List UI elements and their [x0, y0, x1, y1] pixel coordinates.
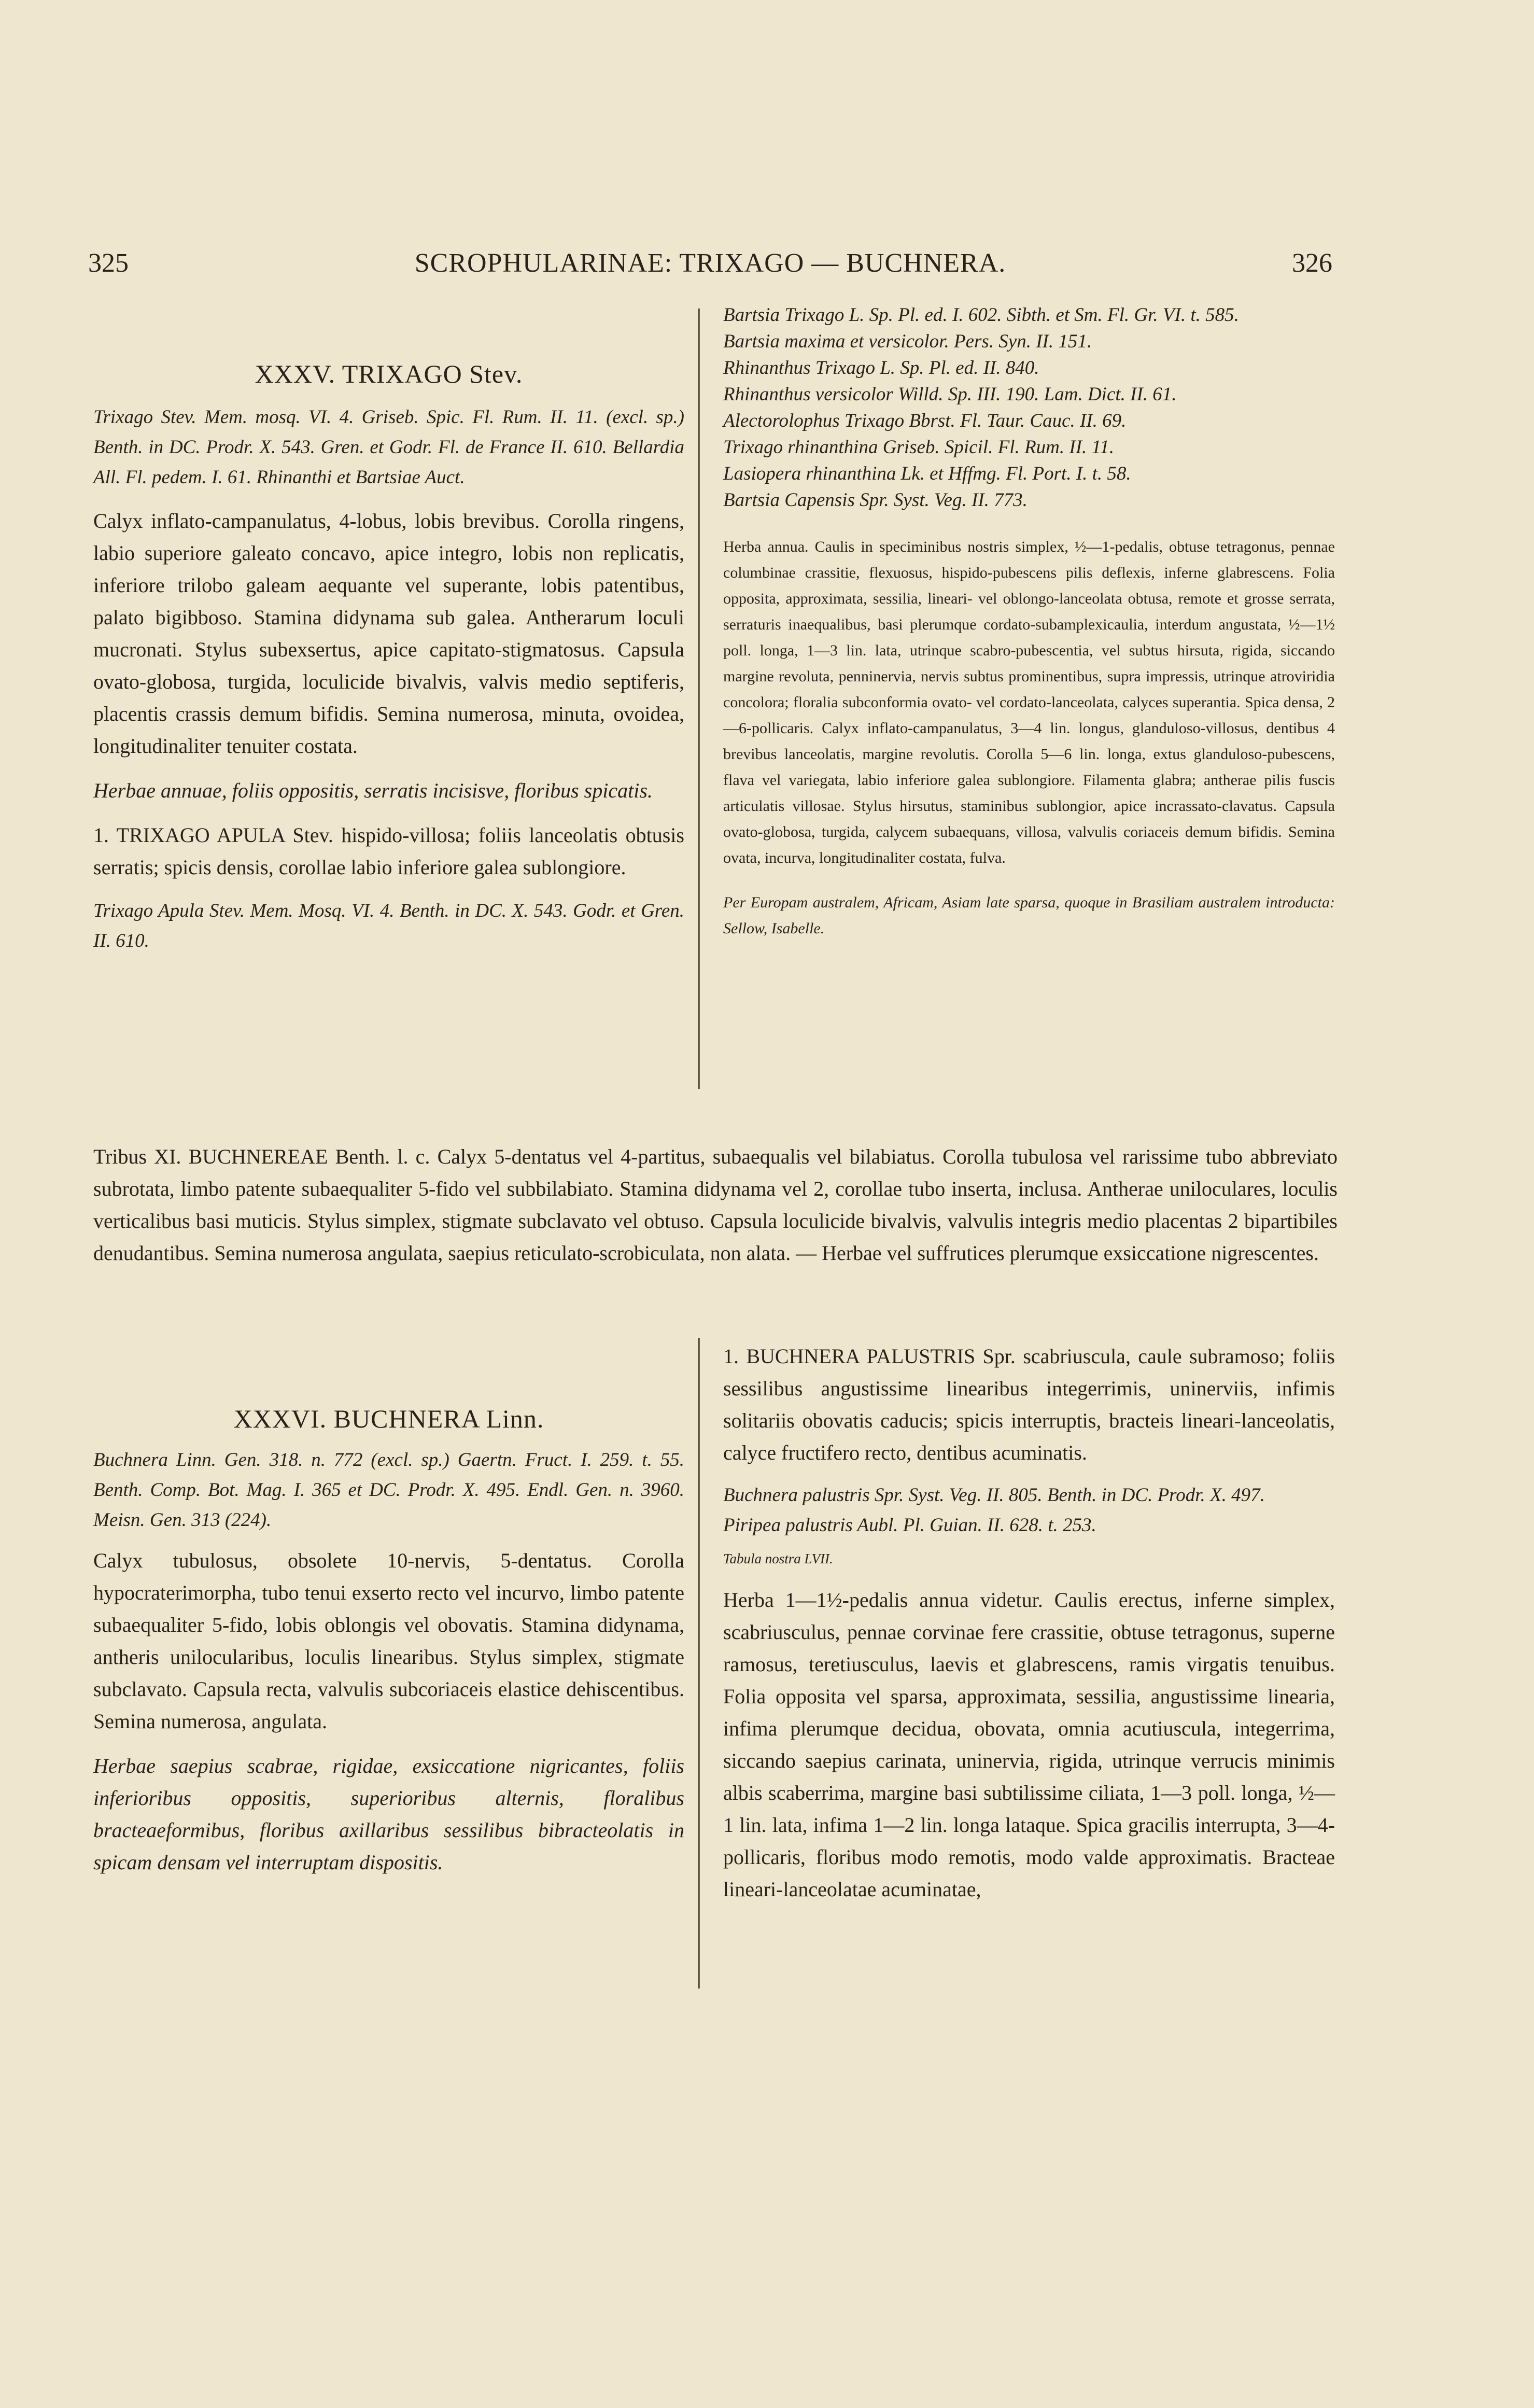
tribe-description: Tribus XI. BUCHNEREAE Benth. l. c. Calyx 5-dentatus vel 4-partitus, subaequalis vel bilabiatus. Corolla tubulosa vel rarissime tubo abbreviato subrotata, limbo patente subaequaliter 5-fido vel subbilabiato. Stamina didynama vel 2, corollae tubo inserta, inclusa. Antherae uniloculares, loculis verticalibus basi muticis. Stylus simplex, stigmate subclavato vel obtuso. Capsula loculicide bivalvis, valvulis integris medio placentas 2 bipartibiles denudantibus. Semina numerosa angulata, saepius reticulato-scrobiculata, non alata. — Herbae vel suffrutices plerumque exsiccatione nigrescentes.: [93, 1145, 1338, 1265]
running-title: SCROPHULARINAE: TRIXAGO — BUCHNERA.: [414, 248, 1006, 278]
species-diagnosis: 1. TRIXAGO APULA Stev. hispido-villosa; foliis lanceolatis obtusis serratis; spicis densis, corollae labio inferiore galea sublongiore.: [93, 823, 684, 879]
synonym-line: Alectorolophus Trixago Bbrst. Fl. Taur. Cauc. II. 69.: [723, 410, 1127, 431]
page-number-right: 326: [1292, 248, 1332, 278]
genus-title: XXXVI. BUCHNERA Linn.: [233, 1404, 544, 1433]
genus-synonymy: Buchnera Linn. Gen. 318. n. 772 (excl. sp.) Gaertn. Fruct. I. 259. t. 55. Benth. Comp. Bot. Mag. I. 365 et DC. Prodr. X. 495. Endl. Gen. n. 3960. Meisn. Gen. 313 (224).: [93, 1449, 684, 1531]
genus-description: Calyx inflato-campanulatus, 4-lobus, lobis brevibus. Corolla ringens, labio superiore galeato concavo, apice integro, lobis non replicatis, inferiore trilobo galeam aequante vel superante, lobis patentibus, palato bigibboso. Stamina didynama sub galea. Antherarum loculi mucronati. Stylus subexsertus, apice capitato-stigmatosus. Capsula ovato-globosa, turgida, loculicide bivalvis, valvis medio septiferis, placentis crassis demum bifidis. Semina numerosa, minuta, ovoidea, longitudinaliter tenuiter costata.: [93, 509, 684, 758]
column-rule-bottom: [698, 1338, 700, 1989]
genus-habit: Herbae annuae, foliis oppositis, serratis incisisve, floribus spicatis.: [93, 779, 653, 802]
species-reference: Piripea palustris Aubl. Pl. Guian. II. 628. t. 253.: [723, 1515, 1096, 1536]
synonym-line: Bartsia Trixago L. Sp. Pl. ed. I. 602. Sibth. et Sm. Fl. Gr. VI. t. 585.: [723, 304, 1239, 326]
tribe-section: [93, 1141, 1338, 1269]
species-references: Trixago Apula Stev. Mem. Mosq. VI. 4. Benth. in DC. X. 543. Godr. et Gren. II. 610.: [93, 900, 684, 951]
synonym-line: Rhinanthus versicolor Willd. Sp. III. 190. Lam. Dict. II. 61.: [723, 384, 1177, 405]
species-description: Herba annua. Caulis in speciminibus nostris simplex, ½—1-pedalis, obtuse tetragonus, pennae columbinae crassitie, flexuosus, hispido-pubescens pilis deflexis, inferne glabrescens. Folia opposita, approximata, sessilia, lineari- vel oblongo-lanceolata obtusa, remote et grosse serrata, serraturis inaequalibus, basi plerumque cordato-subamplexicaulia, interdum angustata, ½—1½ poll. longa, 1—3 lin. lata, utrinque scabro-pubescentia, vel subtus hirsuta, rigida, siccando margine revoluta, penninervia, nervis subtus prominentibus, supra impressis, utrinque atroviridia concolora; floralia subconformia ovato- vel cordato-lanceolata, calyces superantia. Spica densa, 2—6-pollicaris. Calyx inflato-campanulatus, 3—4 lin. longus, glanduloso-villosus, dentibus 4 brevibus lanceolatis, margine revolutis. Corolla 5—6 lin. longa, extus glanduloso-pubescens, flava vel variegata, labio inferiore galea sublongiore. Filamenta glabra; antherae pilis fuscis articulatis villosae. Stylus hirsutus, staminibus sublongior, apice incrassato-clavatus. Capsula ovato-globosa, turgida, calycem subaequans, villosa, valvulis coriaceis demum bifidis. Semina ovata, incurva, longitudinaliter costata, fulva.: [723, 538, 1335, 866]
species-reference: Buchnera palustris Spr. Syst. Veg. II. 805. Benth. in DC. Prodr. X. 497.: [723, 1485, 1265, 1506]
genus-buchnera-section: [93, 1403, 684, 1879]
synonym-line: Bartsia Capensis Spr. Syst. Veg. II. 773.: [723, 489, 1028, 511]
column-rule-top: [698, 309, 700, 1089]
page-number-left: 325: [88, 248, 129, 278]
buchnera-palustris-section: [723, 1340, 1335, 1906]
synonym-line: Bartsia maxima et versicolor. Pers. Syn. II. 151.: [723, 331, 1092, 352]
synonym-line: Rhinanthus Trixago L. Sp. Pl. ed. II. 840.: [723, 357, 1039, 379]
species-diagnosis: 1. BUCHNERA PALUSTRIS Spr. scabriuscula, caule subramoso; foliis sessilibus angustissime linearibus integerrimis, uninerviis, infimis solitariis obovatis caducis; spicis interruptis, bracteis lineari-lanceolatis, calyce fructifero recto, dentibus acuminatis.: [723, 1345, 1335, 1464]
synonym-line: Lasiopera rhinanthina Lk. et Hffmg. Fl. Port. I. t. 58.: [723, 463, 1131, 484]
distribution: Per Europam australem, Africam, Asiam late sparsa, quoque in Brasiliam australem introducta: Sellow, Isabelle.: [723, 894, 1335, 937]
genus-description: Calyx tubulosus, obsolete 10-nervis, 5-dentatus. Corolla hypocraterimorpha, tubo tenui exserto recto vel incurvo, limbo patente subaequaliter 5-fido, lobis oblongis vel obovatis. Stamina didynama, antheris unilocularibus, loculis linearibus. Stylus simplex, stigmate subclavato. Capsula recta, valvulis subcoriaceis elastice dehiscentibus. Semina numerosa, angulata.: [93, 1549, 684, 1733]
species-description: Herba 1—1½-pedalis annua videtur. Caulis erectus, inferne simplex, scabriusculus, pennae corvinae fere crassitie, obtuse tetragonus, superne ramosus, teretiusculus, laevis et glabrescens, ramis virgatis tenuibus. Folia opposita vel sparsa, approximata, sessilia, angustissime linearia, infima plerumque decidua, obovata, omnia acutiuscula, integerrima, siccando saepius carinata, uninervia, rigida, utrinque verrucis minimis albis scaberrima, margine basi subtilissime ciliata, 1—3 poll. longa, ½—1 lin. lata, infima 1—2 lin. longa lataque. Spica gracilis interrupta, 3—4-pollicaris, floribus modo remotis, modo valde approximatis. Bracteae lineari-lanceolatae acuminatae,: [723, 1588, 1335, 1901]
genus-synonymy: Trixago Stev. Mem. mosq. VI. 4. Griseb. Spic. Fl. Rum. II. 11. (excl. sp.) Benth. in DC. Prodr. X. 543. Gren. et Godr. Fl. de France II. 610. Bellardia All. Fl. pedem. I. 61. Rhinanthi et Bartsiae Auct.: [93, 407, 684, 488]
genus-title: XXXV. TRIXAGO Stev.: [255, 359, 523, 388]
synonym-list: [723, 302, 1335, 513]
running-header: [88, 248, 1332, 284]
plate-reference: Tabula nostra LVII.: [723, 1551, 833, 1566]
synonym-line: Trixago rhinanthina Griseb. Spicil. Fl. Rum. II. 11.: [723, 437, 1115, 458]
genus-habit: Herbae saepius scabrae, rigidae, exsiccatione nigricantes, foliis inferioribus oppositis, superioribus alternis, floralibus bracteaeformibus, floribus axillaribus sessilibus bibracteolatis in spicam densam vel interruptam dispositis.: [93, 1754, 684, 1874]
genus-trixago-section: [93, 358, 684, 956]
trixago-species-detail: [723, 302, 1335, 942]
